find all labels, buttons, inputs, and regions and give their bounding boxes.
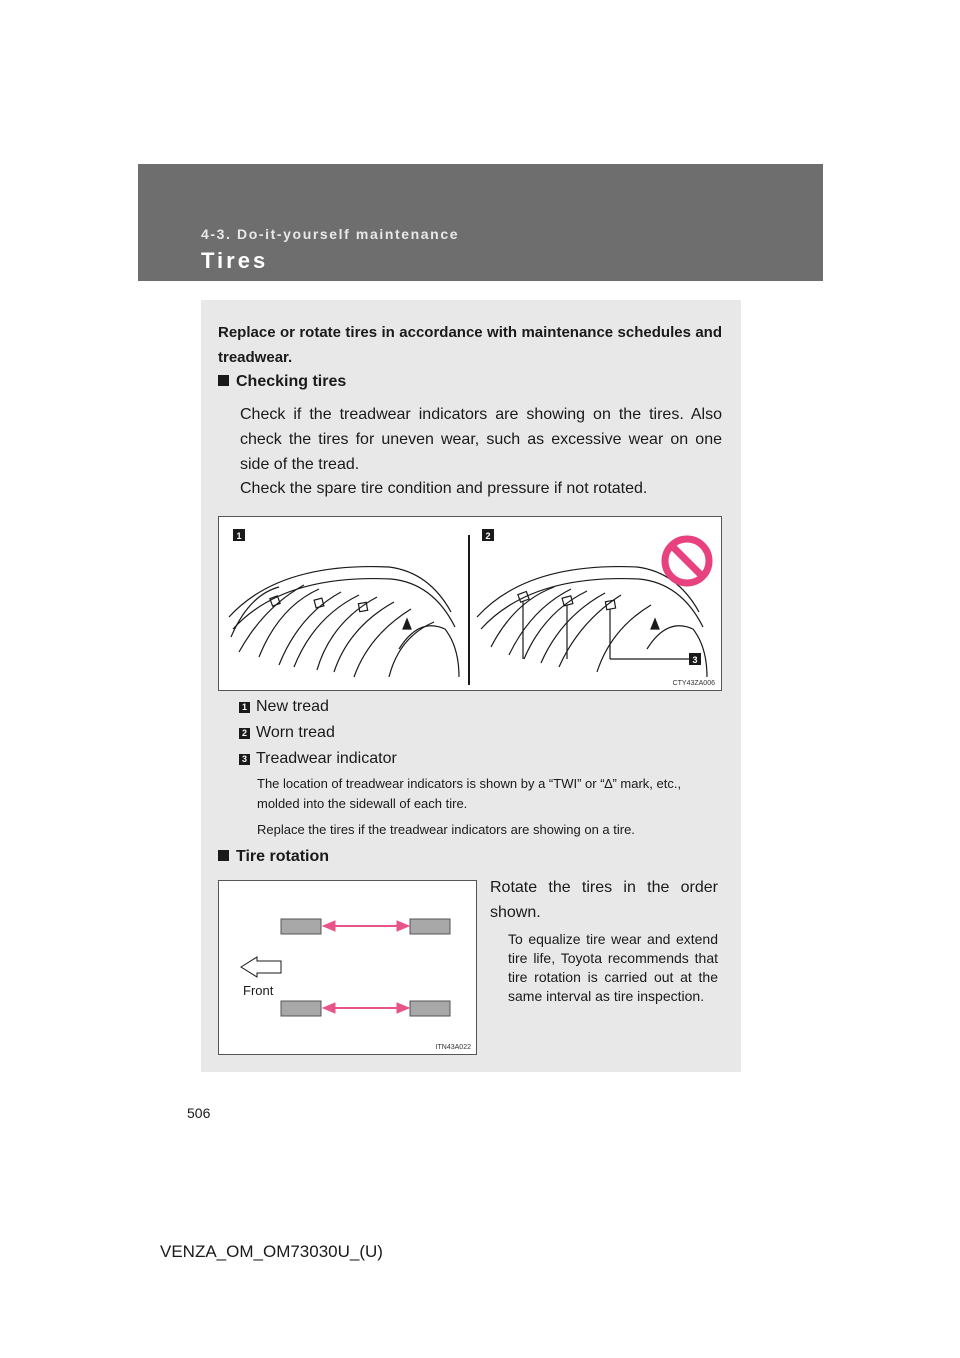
legend-item-new-tread: 1 New tread [239, 696, 329, 718]
checking-tires-heading: Checking tires [218, 373, 346, 391]
worn-tread-tire [477, 567, 707, 677]
new-tread-tire [229, 567, 459, 677]
page-title: Tires [201, 248, 269, 273]
figure-label-2: 2 [485, 531, 491, 541]
front-label: Front [243, 983, 274, 998]
document-code: VENZA_OM_OM73030U_(U) [160, 1242, 383, 1261]
figure-label-3: 3 [692, 655, 698, 665]
tire-rotation-figure [218, 880, 477, 1055]
legend-item-worn-tread: 2 Worn tread [239, 722, 335, 744]
square-bullet-icon [218, 850, 229, 861]
checking-tires-paragraph: Check if the treadwear indicators are showing on the tires. Also check the tires for uneven wear, such as excessive wear on one side of the tread. [240, 406, 722, 473]
legend-badge-2: 2 [239, 728, 250, 739]
square-bullet-icon [218, 375, 229, 386]
legend-badge-3: 3 [239, 754, 250, 765]
rotation-text: Rotate the tires in the order shown. [490, 879, 718, 921]
tire-block-rear-right [410, 1001, 450, 1016]
treadwear-figure [218, 516, 722, 691]
tire-block-front-left [281, 919, 321, 934]
legend-badge-1: 1 [239, 702, 250, 713]
figure-label-1: 1 [236, 531, 242, 541]
tire-block-front-right [410, 919, 450, 934]
front-direction-arrow [241, 957, 281, 977]
intro-text: Replace or rotate tires in accordance with maintenance schedules and treadwear. [218, 324, 722, 366]
prohibited-icon [665, 539, 709, 583]
tire-rotation-heading: Tire rotation [218, 848, 329, 866]
tire-block-rear-left [281, 1001, 321, 1016]
section-label: 4-3. Do-it-yourself maintenance [201, 226, 460, 242]
rotation-note: To equalize tire wear and extend tire life, Toyota recommends that tire rotation is carried out at the same interval as tire inspection. [508, 931, 718, 1004]
figure1-code: CTY43ZA006 [672, 680, 715, 687]
front-swap-arrow [323, 921, 409, 931]
spare-tire-paragraph: Check the spare tire condition and pressure if not rotated. [240, 480, 648, 497]
figure2-code: ITN43A022 [435, 1044, 471, 1051]
rear-swap-arrow [323, 1003, 409, 1013]
replace-note: Replace the tires if the treadwear indicators are showing on a tire. [257, 822, 635, 837]
page-number: 506 [187, 1105, 211, 1121]
twi-note: The location of treadwear indicators is shown by a “TWI” or “∆” mark, etc., molded into the sidewall of each tire. [257, 776, 682, 811]
legend-item-treadwear-indicator: 3 Treadwear indicator [239, 748, 397, 770]
